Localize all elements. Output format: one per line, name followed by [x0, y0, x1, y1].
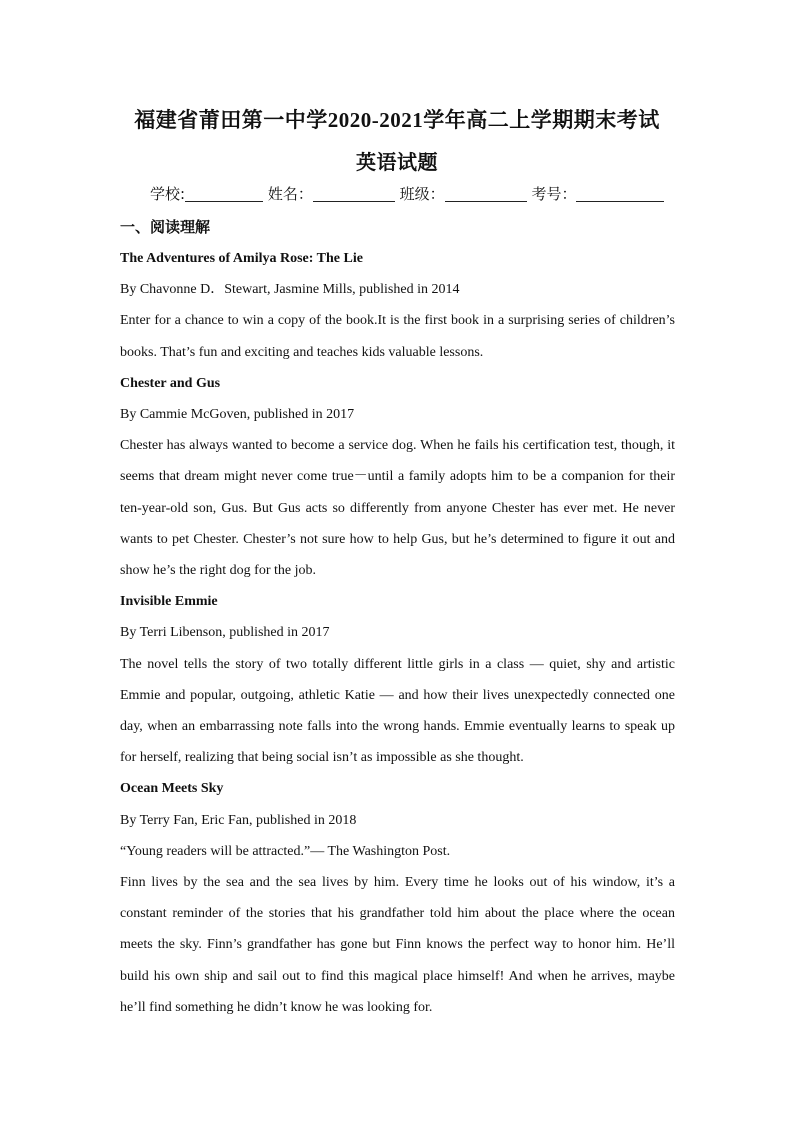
book-title: Invisible Emmie: [120, 594, 218, 610]
book-byline: By Cammie McGoven, published in 2017: [120, 407, 355, 423]
book-quote: “Young readers will be attracted.”— The Washington Post.: [120, 843, 451, 859]
name-blank[interactable]: [313, 187, 395, 202]
class-label: 班级：: [399, 185, 445, 203]
book-description: The novel tells the story of two totally different little girls in a class — quiet, shy and artistic Emmie and popular, outgoing, athletic Katie — and how their lives unexpectedly connected one day, when an embarrassing note falls into the wrong hands. Emmie eventually learns to speak up for herself, realizing that being social isn’t as impossible as she thought.: [120, 656, 675, 766]
book-byline: By Terry Fan, Eric Fan, published in 2018: [120, 812, 357, 828]
reading-passage: [120, 243, 675, 1023]
book-title: The Adventures of Amilya Rose: The Lie: [120, 251, 363, 266]
section-heading: 一、阅读理解: [120, 218, 211, 236]
exam-number-blank[interactable]: [576, 187, 664, 202]
book-byline: By Chavonne D．Stewart, Jasmine Mills, published in 2014: [120, 282, 460, 298]
exam-subject: 英语试题: [356, 152, 438, 174]
exam-title: 福建省莆田第一中学2020-2021学年高二上学期期末考试: [134, 108, 660, 132]
school-blank[interactable]: [185, 187, 263, 202]
class-blank[interactable]: [445, 187, 527, 202]
book-description: Chester has always wanted to become a service dog. When he fails his certification test, though, it seems that dream might never come true－until a family adopts him to be a companion for their ten-year-old son, Gus. But Gus acts so differently from anyone Chester has ever met. He never wants to pet Chester. Chester’s not sure how to help Gus, but he’s determined to figure it out and show he’s the right dog for the job.: [120, 438, 675, 579]
student-info-row: [150, 183, 670, 204]
book-description: Enter for a chance to win a copy of the book.It is the first book in a surprising series of children’s books. That’s fun and exciting and teaches kids valuable lessons.: [120, 313, 675, 360]
school-label: 学校:: [150, 185, 186, 203]
exam-number-label: 考号：: [531, 185, 577, 203]
book-title: Ocean Meets Sky: [120, 781, 224, 797]
book-title: Chester and Gus: [120, 375, 221, 391]
book-byline: By Terri Libenson, published in 2017: [120, 625, 330, 641]
book-description: Finn lives by the sea and the sea lives by him. Every time he looks out of his window, it’s a constant reminder of the stories that his grandfather told him about the place where the ocean meets the sky. Finn’s grandfather has gone but Finn knows the perfect way to honor him. He’ll build his own ship and sail out to find this magical place himself! And when he arrives, maybe he’ll find something he didn’t know he was looking for.: [120, 875, 675, 1015]
name-label: 姓名：: [267, 185, 313, 203]
